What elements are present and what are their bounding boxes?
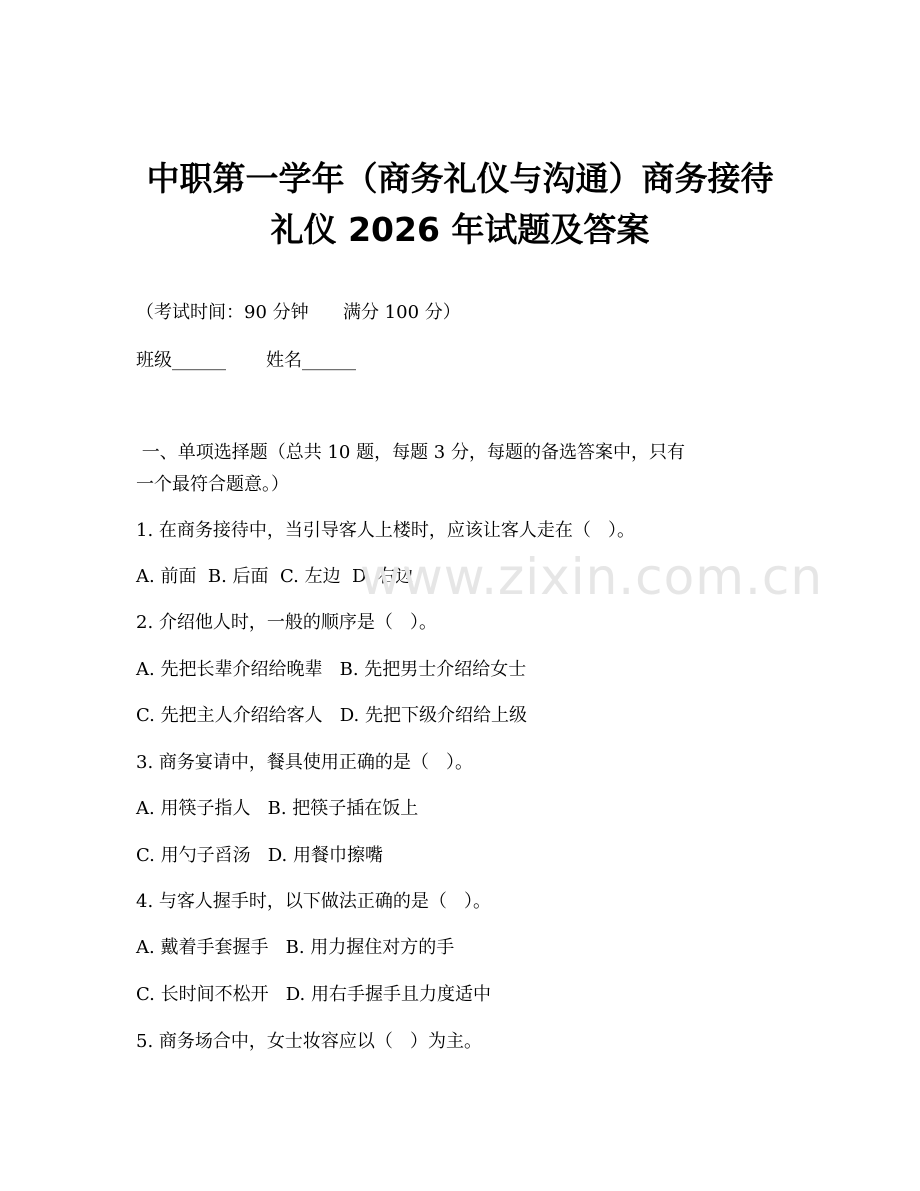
watermark-text: www.zixin.com.cn: [360, 548, 824, 606]
question-4-options-1: A. 戴着手套握手 B. 用力握住对方的手: [136, 937, 455, 958]
question-3-options-1: A. 用筷子指人 B. 把筷子插在饭上: [136, 798, 419, 819]
question-3-stem: 3. 商务宴请中，餐具使用正确的是（ ）。: [136, 752, 474, 773]
document-title-line-1: 中职第一学年（商务礼仪与沟通）商务接待: [146, 159, 774, 198]
question-2-options-1: A. 先把长辈介绍给晚辈 B. 先把男士介绍给女士: [136, 659, 527, 680]
section-intro-line-2: 一个最符合题意。）: [136, 474, 289, 495]
question-3-options-2: C. 用勺子舀汤 D. 用餐巾擦嘴: [136, 845, 383, 866]
document-title-line-2: 礼仪 2026 年试题及答案: [270, 210, 650, 249]
question-5-stem: 5. 商务场合中，女士妆容应以（ ）为主。: [136, 1031, 483, 1052]
question-1-options: A. 前面 B. 后面 C. 左边 D. 右边: [136, 566, 414, 587]
section-intro-line-1: 一、单项选择题（总共 10 题，每题 3 分，每题的备选答案中，只有: [136, 442, 685, 463]
question-4-stem: 4. 与客人握手时，以下做法正确的是（ ）。: [136, 891, 492, 912]
question-2-options-2: C. 先把主人介绍给客人 D. 先把下级介绍给上级: [136, 705, 527, 726]
question-1-stem: 1. 在商务接待中，当引导客人上楼时，应该让客人走在（ ）。: [136, 520, 636, 541]
question-4-options-2: C. 长时间不松开 D. 用右手握手且力度适中: [136, 984, 491, 1005]
exam-info: （考试时间：90 分钟 满分 100 分）: [136, 302, 461, 323]
question-2-stem: 2. 介绍他人时，一般的顺序是（ ）。: [136, 612, 438, 633]
class-name-fields: 班级______ 姓名______: [136, 350, 357, 371]
